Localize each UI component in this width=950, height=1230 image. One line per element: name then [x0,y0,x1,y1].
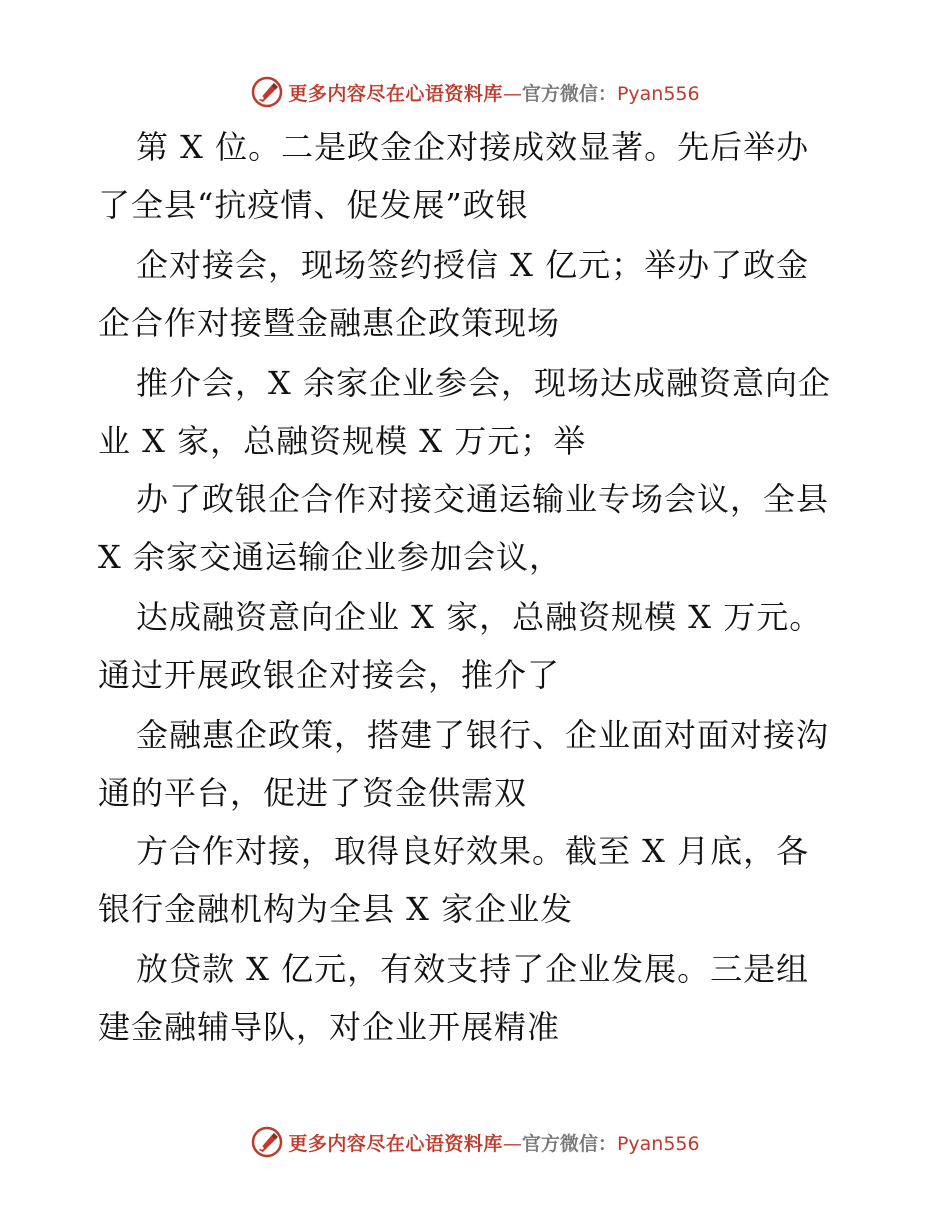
watermark-footer [0,1122,950,1162]
text-line: 建金融辅导队，对企业开展精准 [98,1008,561,1046]
watermark-brand: 更多内容尽在心语资料库 [288,82,503,105]
text-line: 放贷款 X 亿元，有效支持了企业发展。三是组 [136,950,810,988]
watermark-label: 官方微信： [521,1132,617,1155]
text-line: 达成融资意向企业 X 家，总融资规模 X 万元。 [136,598,823,636]
pen-nib-logo-icon [250,75,284,109]
text-line: 推介会，X 余家企业参会，现场达成融资意向企 [136,364,831,402]
text-line: X 余家交通运输企业参加会议， [98,538,562,576]
text-line: 通的平台，促进了资金供需双 [98,774,528,812]
watermark-text [288,79,699,106]
watermark-account: Pyan556 [616,1132,700,1155]
text-line: 第 X 位。二是政金企对接成效显著。先后举办 [136,128,810,166]
pen-nib-logo-icon [250,1125,284,1159]
text-line: 企合作对接暨金融惠企政策现场 [98,304,561,342]
text-line: 企对接会，现场签约授信 X 亿元；举办了政金 [136,246,810,284]
watermark-brand: 更多内容尽在心语资料库 [288,1132,503,1155]
text-line: 方合作对接，取得良好效果。截至 X 月底，各 [136,832,810,870]
text-line: 办了政银企合作对接交通运输业专场会议，全县 [136,480,830,518]
text-line: 业 X 家，总融资规模 X 万元；举 [98,422,587,460]
watermark-separator: — [502,1132,522,1155]
text-line: 银行金融机构为全县 X 家企业发 [98,890,574,928]
watermark-header [0,72,950,112]
watermark-label: 官方微信： [521,82,617,105]
watermark-account: Pyan556 [616,82,700,105]
text-line: 金融惠企政策，搭建了银行、企业面对面对接沟 [136,716,830,754]
watermark-text [288,1129,699,1156]
watermark-separator: — [502,82,522,105]
text-line: 通过开展政银企对接会，推介了 [98,656,561,694]
text-line: 了全县“抗疫情、促发展”政银 [98,186,529,224]
